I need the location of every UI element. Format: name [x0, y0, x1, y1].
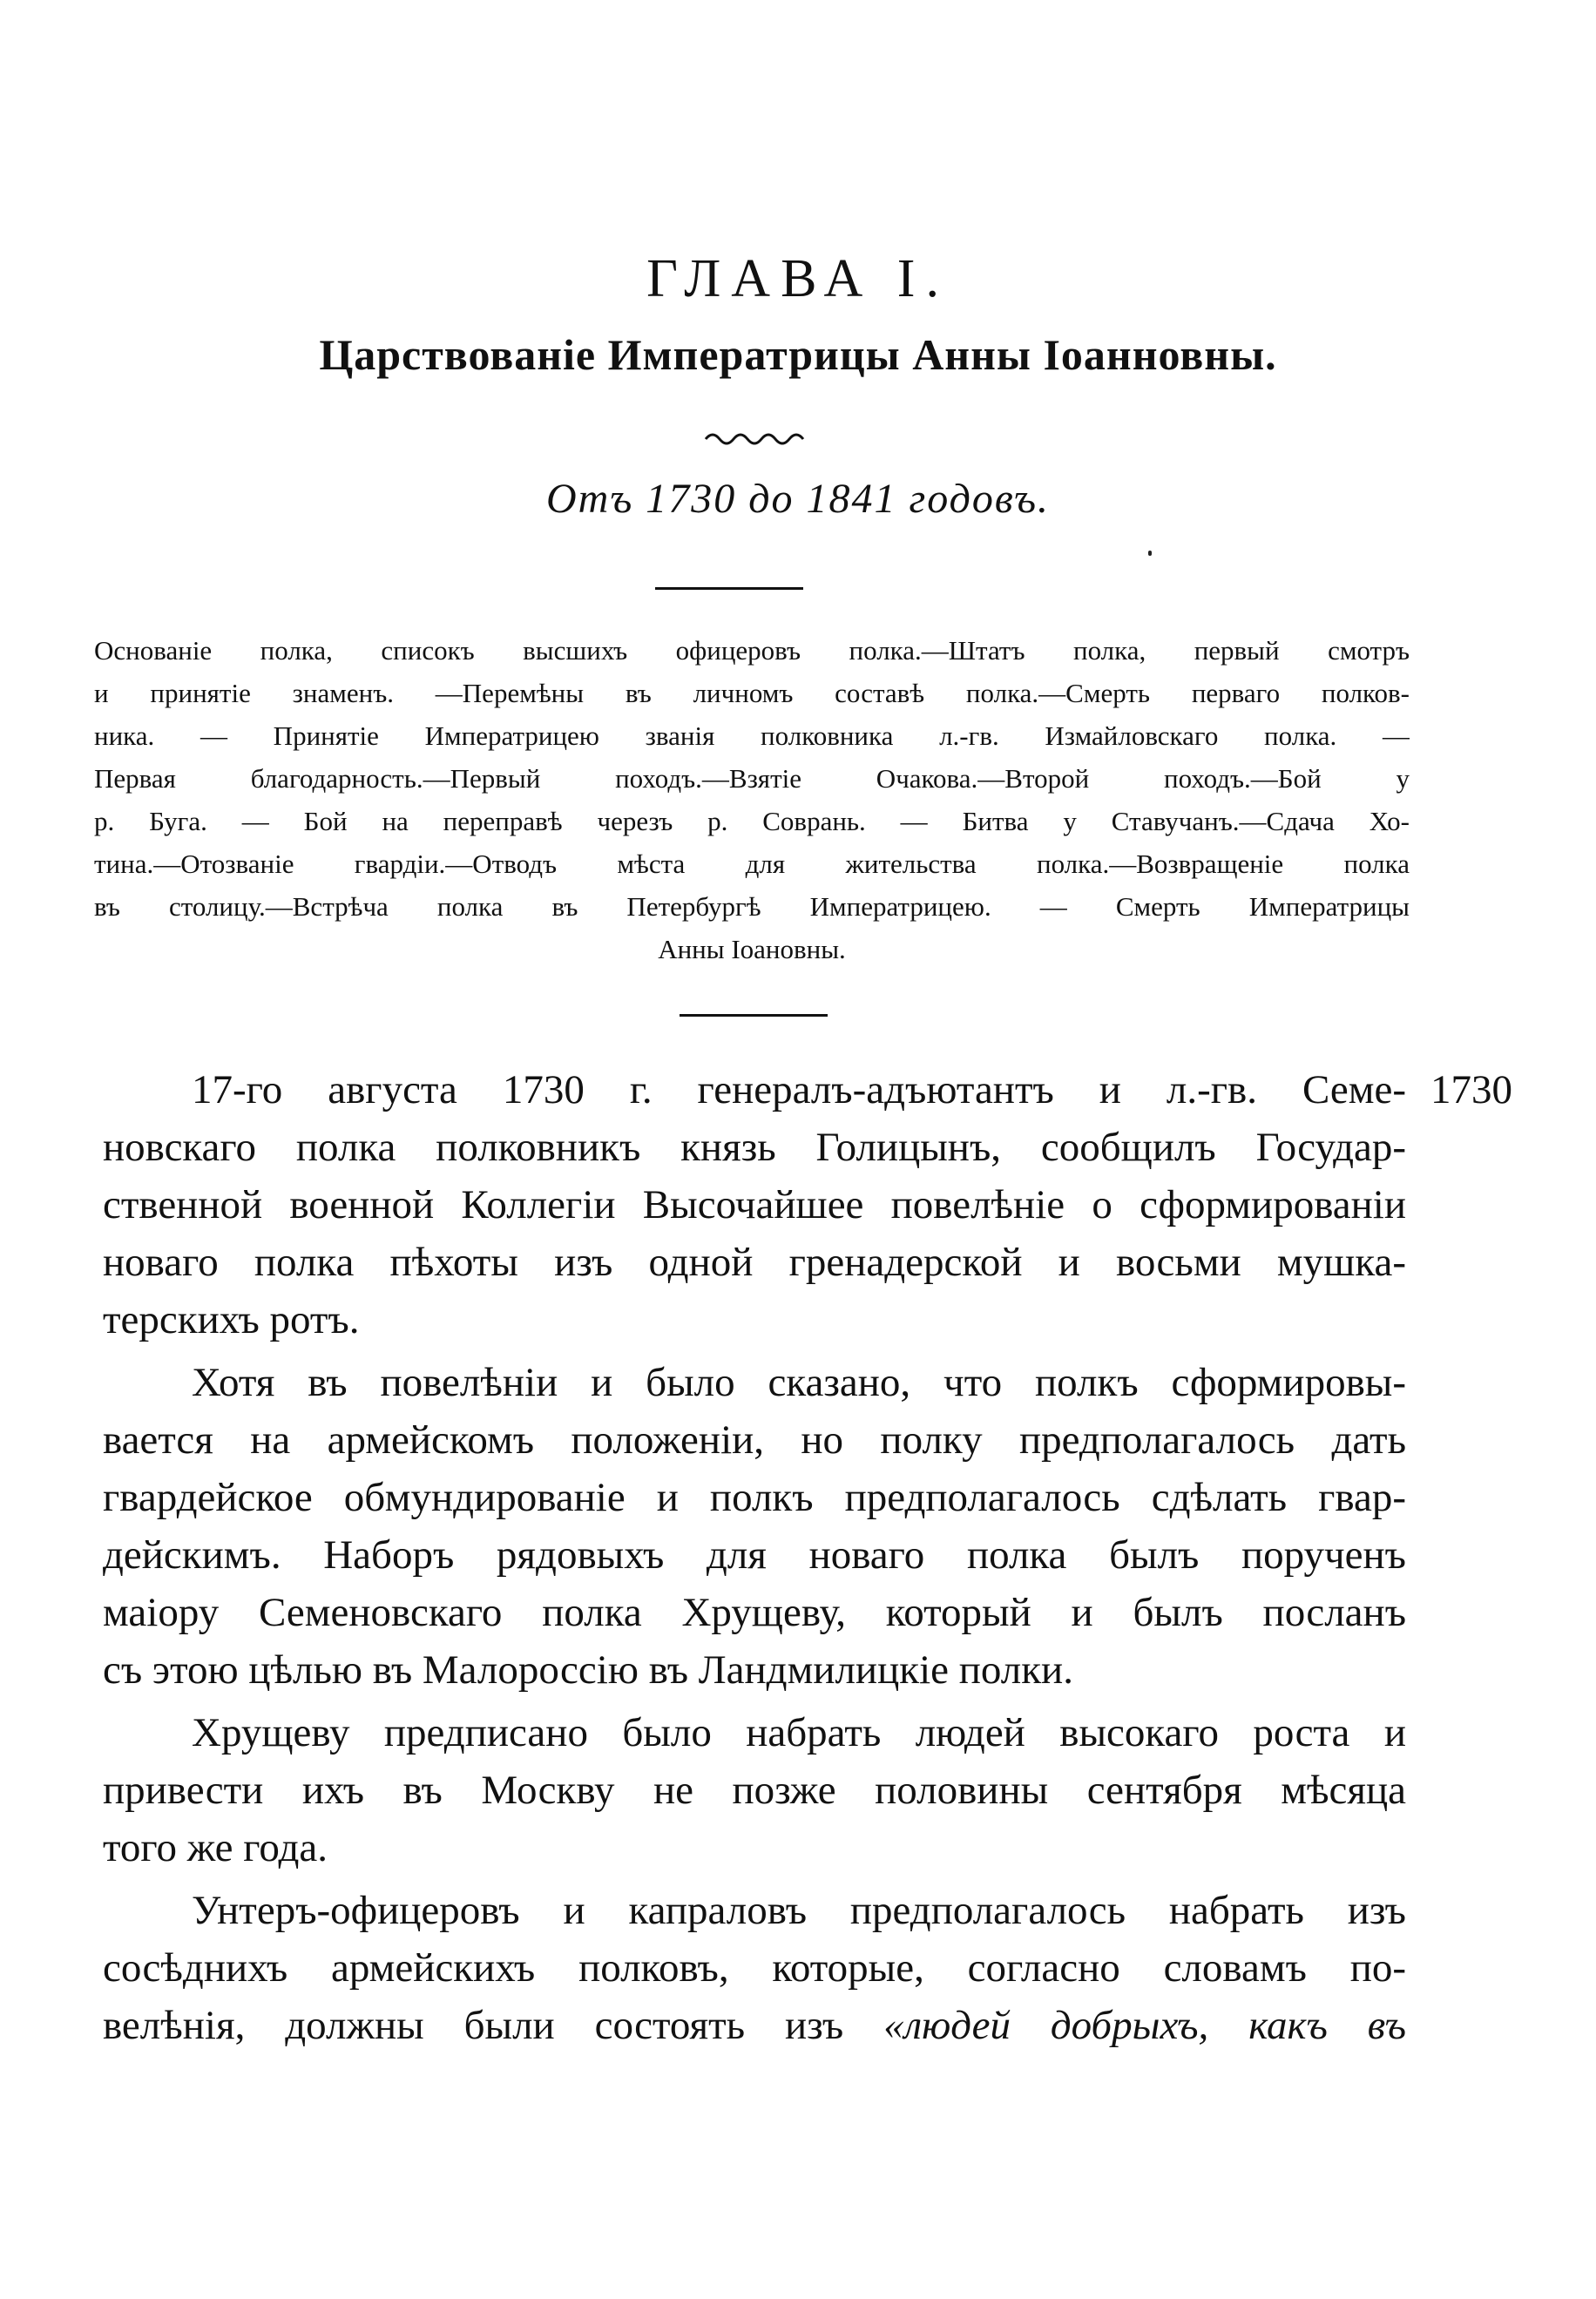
- paragraph: [103, 1882, 1406, 2054]
- summary-line: Анны Іоановны.: [658, 934, 846, 964]
- text-line: маіору Семеновскаго полка Хрущеву, который и былъ посланъ: [103, 1590, 1406, 1635]
- italic-quote: «людей добрыхъ, какъ въ: [883, 2003, 1406, 2048]
- text-line: ственной военной Коллегіи Высочайшее повелѣніе о сформированіи: [103, 1182, 1406, 1227]
- text-line: вается на армейскомъ положеніи, но полку предполагалось дать: [103, 1417, 1406, 1463]
- summary-line: Первая благодарность.—Первый походъ.—Взятіе Очакова.—Второй походъ.—Бой у: [94, 763, 1410, 794]
- body-text: [103, 1061, 1406, 2054]
- chapter-summary: [94, 629, 1410, 970]
- summary-line: р. Буга. — Бой на переправѣ черезъ р. Соврань. — Битва у Ставучанъ.—Сдача Хо-: [94, 806, 1410, 836]
- scan-speck: [1148, 551, 1152, 556]
- text-line: съ этою цѣлью въ Малороссію въ Ландмилицкіе полки.: [103, 1647, 1073, 1693]
- text-line: Хрущеву предписано было набрать людей высокаго роста и: [192, 1710, 1406, 1755]
- summary-line: ника. — Принятіе Императрицею званія полковника л.-гв. Измайловскаго полка. —: [94, 720, 1410, 751]
- paragraph: [103, 1704, 1406, 1876]
- text-line: того же года.: [103, 1825, 328, 1870]
- text-line: [103, 1997, 1406, 2054]
- text-line: привести ихъ въ Москву не позже половины сентября мѣсяца: [103, 1768, 1406, 1813]
- summary-line: и принятіе знаменъ. —Перемѣны въ личномъ составѣ полка.—Смерть перваго полков-: [94, 678, 1410, 708]
- text-line: Хотя въ повелѣніи и было сказано, что полкъ сформировы-: [192, 1360, 1406, 1405]
- text-line: терскихъ ротъ.: [103, 1297, 360, 1342]
- chapter-heading: ГЛАВА I.: [646, 249, 950, 308]
- chapter-period: Отъ 1730 до 1841 годовъ.: [545, 476, 1050, 522]
- text-line: гвардейское обмундированіе и полкъ предполагалось сдѣлать гвар-: [103, 1475, 1406, 1520]
- summary-line: въ столицу.—Встрѣча полка въ Петербургѣ Императрицею. — Смерть Императрицы: [94, 891, 1410, 922]
- text-line-start: велѣнія, должны были состоять изъ: [103, 2003, 884, 2048]
- margin-year-note: 1730: [1430, 1067, 1512, 1112]
- text-line: новскаго полка полковникъ князь Голицынъ, сообщилъ Государ-: [103, 1125, 1406, 1170]
- divider-rule: [655, 587, 803, 590]
- text-line: 17-го августа 1730 г. генералъ-адъютантъ и л.-гв. Семе-: [192, 1067, 1406, 1112]
- summary-line: Основаніе полка, списокъ высшихъ офицеровъ полка.—Штатъ полка, первый смотръ: [94, 635, 1410, 666]
- wavy-ornament: [702, 427, 894, 448]
- paragraph: [103, 1354, 1406, 1699]
- summary-line: тина.—Отозваніе гвардіи.—Отводъ мѣста для жительства полка.—Возвращеніе полка: [94, 849, 1410, 879]
- text-line: дейскимъ. Наборъ рядовыхъ для новаго полка былъ порученъ: [103, 1532, 1406, 1578]
- divider-rule: [680, 1014, 828, 1017]
- text-line: сосѣднихъ армейскихъ полковъ, которые, согласно словамъ по-: [103, 1945, 1406, 1991]
- text-line: Унтеръ-офицеровъ и капраловъ предполагалось набрать изъ: [192, 1888, 1406, 1933]
- paragraph: [103, 1061, 1406, 1349]
- text-line: новаго полка пѣхоты изъ одной гренадерской и восьми мушка-: [103, 1240, 1406, 1285]
- chapter-title: Царствованіе Императрицы Анны Іоанновны.: [319, 330, 1277, 379]
